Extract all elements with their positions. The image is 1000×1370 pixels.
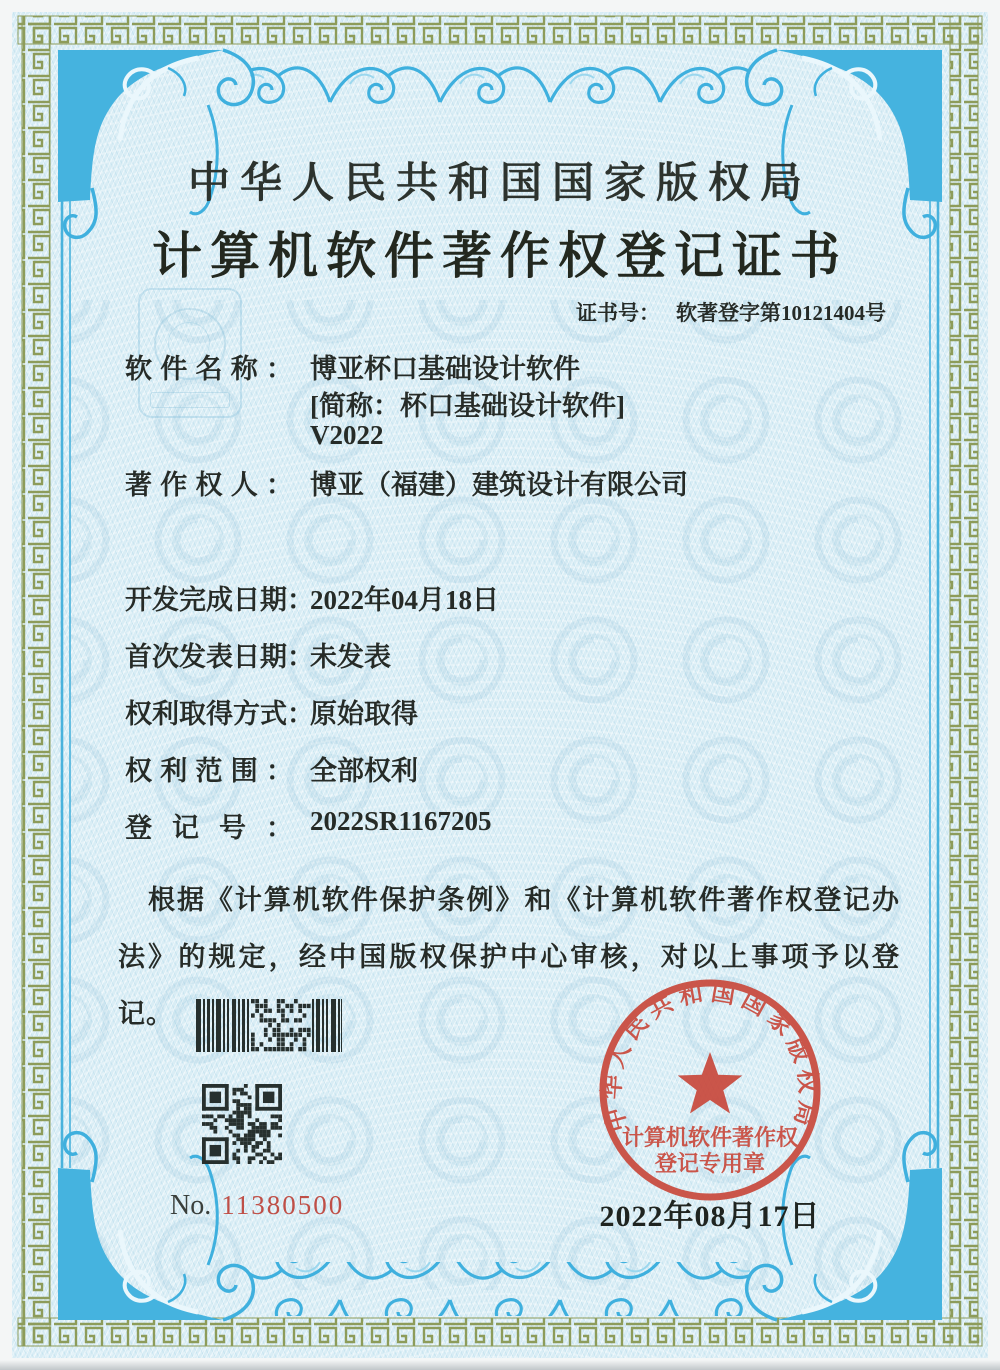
seal-text-line1: 计算机软件著作权 bbox=[621, 1125, 799, 1150]
software-name-line3: V2022 bbox=[310, 420, 384, 450]
seal-text-line2: 登记专用章 bbox=[654, 1151, 766, 1176]
official-seal bbox=[580, 960, 840, 1220]
field-dev-complete-date bbox=[125, 578, 910, 617]
right-acquisition-value: 原始取得 bbox=[310, 699, 418, 729]
software-name-line1: 博亚杯口基础设计软件 bbox=[310, 354, 580, 384]
copyright-owner-value: 博亚（福建）建筑设计有限公司 bbox=[310, 470, 688, 500]
first-publish-date-value: 未发表 bbox=[310, 642, 391, 672]
dev-complete-date-value: 2022年04月18日 bbox=[310, 585, 499, 615]
issuer-title: 中华人民共和国国家版权局 bbox=[187, 161, 812, 207]
software-name-label: 软件名称： bbox=[125, 354, 293, 384]
barcode bbox=[196, 999, 342, 1052]
certificate-number-label: 证书号： bbox=[576, 301, 660, 325]
field-registration-no bbox=[125, 806, 910, 845]
right-scope-value: 全部权利 bbox=[310, 756, 418, 786]
field-right-scope bbox=[125, 749, 910, 788]
issue-date: 2022年08月17日 bbox=[599, 1200, 821, 1233]
software-name-line2: [简称：杯口基础设计软件] bbox=[310, 391, 625, 421]
registration-statement: 根据《计算机软件保护条例》和《计算机软件著作权登记办法》的规定，经中国版权保护中心审核，对以上事项予以登记。 bbox=[118, 885, 900, 1029]
field-right-acquisition bbox=[125, 692, 910, 731]
qr-code bbox=[202, 1084, 282, 1164]
certificate-number-line bbox=[576, 297, 886, 327]
dev-complete-date-label: 开发完成日期： bbox=[125, 585, 314, 615]
field-first-publish-date bbox=[125, 635, 910, 674]
right-acquisition-label: 权利取得方式： bbox=[125, 699, 314, 729]
certificate-number-value: 软著登字第10121404号 bbox=[676, 301, 886, 325]
red-star-icon bbox=[678, 1052, 743, 1114]
certificate-title: 计算机软件著作权登记证书 bbox=[152, 228, 848, 284]
registration-no-label: 登记号： bbox=[125, 813, 293, 843]
right-scope-label: 权利范围： bbox=[125, 756, 293, 786]
seal-ring-text: 中华人民共和国国家版权局 bbox=[599, 979, 821, 1135]
copyright-owner-label: 著作权人： bbox=[125, 470, 293, 500]
registration-no-value: 2022SR1167205 bbox=[310, 806, 492, 836]
serial-number: 11380500 bbox=[221, 1190, 345, 1220]
emblem-base bbox=[150, 392, 230, 408]
first-publish-date-label: 首次发表日期： bbox=[125, 642, 314, 672]
field-copyright-owner bbox=[125, 463, 910, 502]
serial-prefix: No. bbox=[170, 1190, 212, 1221]
serial-number-line bbox=[170, 1190, 344, 1222]
field-software-name bbox=[125, 347, 910, 386]
